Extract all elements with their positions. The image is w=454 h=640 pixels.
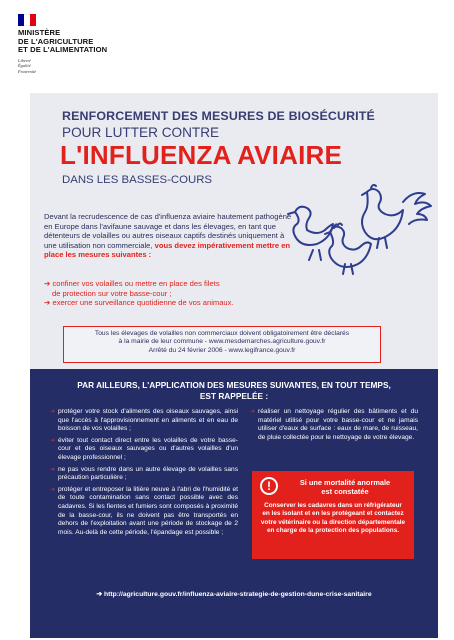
mortality-alert-box <box>252 471 414 559</box>
header <box>0 0 454 90</box>
declaration-notice <box>63 326 381 363</box>
notice-line-1: Tous les élevages de volailles non commerciaux doivent obligatoirement être déclarés <box>94 330 350 337</box>
intro-text: Devant la recrudescence de cas d'influenza aviaire hautement pathogène en Europe dans l'avifaune sauvage et dans les élevages, en tant que détenteurs de volailles ou autres oiseaux captifs destinés uniquement à une utilisation non commerciale, <box>44 212 292 250</box>
measures-heading: PAR AILLEURS, L'APPLICATION DES MESURES SUIVANTES, EN TOUT TEMPS, EST RAPPELÉE : <box>77 380 391 401</box>
title-main: L'INFLUENZA AVIAIRE <box>60 140 343 170</box>
alert-title: Si une mortalité anormale est constatée <box>299 478 391 496</box>
title-line-4: DANS LES BASSES-COURS <box>62 174 213 186</box>
alert-body: Conserver les cadavres dans un réfrigérateur en les isolant et en les protégeant et contactez votre vétérinaire ou la direction départementale en charge de la protection des populations. <box>260 502 406 535</box>
bullet-confine-cont: de protection sur votre basse-cour ; <box>52 288 172 298</box>
measures-left-column <box>50 408 238 540</box>
bullet-confine: ➔ confiner vos volailles ou mettre en place des filets <box>44 279 220 288</box>
bullet-surveillance: ➔ exercer une surveillance quotidienne de vos animaux. <box>44 298 234 307</box>
ministry-name: MINISTÈRE DE L'AGRICULTURE ET DE L'ALIMENTATION <box>18 28 108 55</box>
notice-line-3: Arrêté du 24 février 2006 - www.legifrance.gouv.fr <box>148 346 296 354</box>
title-line-2: POUR LUTTER CONTRE <box>62 125 220 140</box>
measure-item: ➔ protéger votre stock d'aliments des oiseaux sauvages, ainsi que l'accès à l'approvisionnement en aliments et en eau de boisson de vos volailles ; <box>50 408 238 434</box>
measure-item: ➔ protéger et entreposer la litière neuve à l'abri de l'humidité et de toute contamination sans contact possible avec des cadavres. Si les fientes et fumiers sont composés à proximité de la basse-cour, ils ne doivent pas être transportés en dehors de l'exploitation avant une période de stockage de 2 mois. Au-delà de cette période, l'épandage est possible ; <box>50 486 238 538</box>
measure-item: ➔ réaliser un nettoyage régulier des bâtiments et du matériel utilisé pour votre basse-cour et ne jamais utiliser d'eaux de surface : eaux de mare, de ruisseau, de pluie collectée pour le nettoyage de votre élevage. <box>250 408 418 442</box>
notice-line-2: à la mairie de leur commune - www.mesdemarches.agriculture.gouv.fr <box>118 338 326 346</box>
poultry-illustration-icon <box>285 180 435 280</box>
info-link[interactable]: ➔ http://agriculture.gouv.fr/influenza-aviaire-strategie-de-gestion-dune-crise-sanitaire <box>96 591 372 598</box>
measure-item: ➔ éviter tout contact direct entre les volailles de votre basse-cour et des oiseaux sauvages ou d'autres volailles d'un élevage professionnel ; <box>50 437 238 463</box>
measures-right-column <box>250 408 418 445</box>
intro-emphasis: vous devez impérativement mettre en place les mesures suivantes : <box>44 240 291 259</box>
republic-flag-icon <box>18 14 36 26</box>
warning-icon: ! <box>260 477 278 495</box>
measure-item: ➔ ne pas vous rendre dans un autre élevage de volailles sans précaution particulière ; <box>50 466 238 483</box>
title-line-1: RENFORCEMENT DES MESURES DE BIOSÉCURITÉ <box>62 109 375 123</box>
intro-paragraph <box>44 212 292 260</box>
republic-motto: Liberté Égalité Fraternité <box>18 58 37 74</box>
